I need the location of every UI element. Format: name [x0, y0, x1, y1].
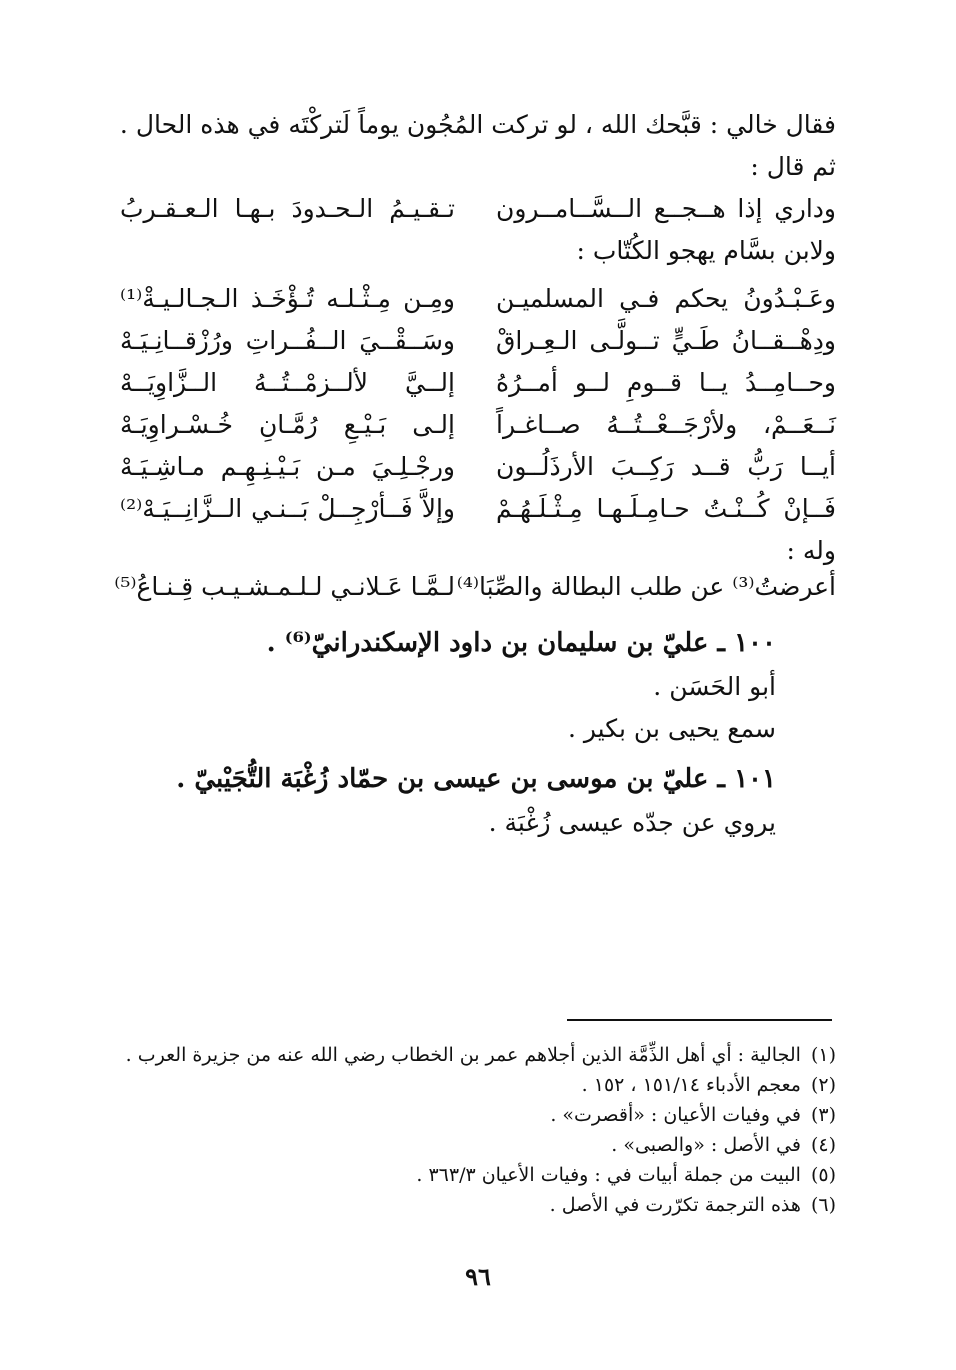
footnote-text: البيت من جملة أبيات في : وفيات الأعيان ٣٦٣/٣ . [416, 1164, 801, 1186]
verse-hemistich-left: ومِـن مِـثْـلـه تُـؤْخَـذ الـجـالـيـةْ⁽¹⁾ [120, 284, 455, 313]
verse-hemistich-right: فَــإنْ كُــنْـتُ حـامِـلَـهـا مِـثْـلَـهُـمْ [496, 494, 836, 523]
prose-line: ولابن بسَّام يهجو الكُتّاب : [576, 236, 836, 265]
verse-hemistich-left: تـقـيـمُ الـحـدودَ بـهـا الـعـقـربُ [120, 194, 455, 223]
verse-hemistich-left: ورجْـلِـيَ مـن بَـيْـنِـهِـم مـاشِـيَـهْ [120, 452, 455, 481]
footnote-number: (٣) [810, 1104, 836, 1126]
footnote [126, 1042, 836, 1068]
prose-line: فقال خالي : قبَّحك الله ، لو تركت المُجُون يوماً لَتركْتَه في هذه الحال . [119, 110, 836, 139]
page-number: ٩٦ [465, 1262, 491, 1291]
verse-hemistich-left: إلــيَّ لألــزمْــتُــهُ الــزَّاوِيَــهْ [120, 368, 455, 397]
verse-hemistich-left: لـمَّـا عَـلانـي لـلـمـشـيـب قِـنـاعُ⁽⁵⁾ [114, 572, 455, 601]
verse-hemistich-right: نَــعَــمْ، ولأرْجَــعْــتُــهُ صــاغـراً [496, 410, 836, 439]
entry-heading: ١٠١ ـ عليّ بن موسى بن عيسى بن حمّاد زُغْبَة التُّجَيْبيّ . [176, 764, 776, 794]
footnote-separator [567, 1019, 832, 1021]
footnote-text: هذه الترجمة تكرّرت في الأصل . [549, 1194, 801, 1216]
verse-hemistich-right: وحــامِــدُ يــا قــومِ لــو أمــرُهُ [496, 368, 836, 397]
footnote-number: (٢) [810, 1074, 836, 1096]
entry-line: أبو الحَسَن . [653, 672, 776, 701]
footnote-number: (١) [810, 1044, 836, 1066]
footnote-text: في وفيات الأعيان : «أقصرت» . [550, 1104, 801, 1126]
footnote [416, 1162, 836, 1188]
verse-hemistich-right: وداري إذا هــجــع الــسَّــامــرون [496, 194, 836, 223]
entry-line: يروي عن جدّه عيسى زُغْبَة . [488, 808, 776, 837]
footnote-number: (٤) [810, 1134, 836, 1156]
verse-hemistich-right: أعرضتُ⁽³⁾ عن طلب البطالة والصِّبَا⁽⁴⁾ [456, 572, 836, 601]
footnote-text: في الأصل : «والصبى» . [611, 1134, 801, 1156]
footnote-number: (٥) [810, 1164, 836, 1186]
verse-hemistich-left: وسَــقْــيَ الــفُــراتِ ورُزْقــانِـيَـهْ [120, 326, 455, 355]
footnote [550, 1102, 836, 1128]
footnote-text: معجم الأدباء ١٥١/١٤ ، ١٥٢ . [581, 1074, 801, 1096]
footnote-number: (٦) [810, 1194, 836, 1216]
verse-hemistich-right: ودِهْــقــانُ طَـيٍّ تــولَّـى الـعِـراقْ [496, 326, 836, 355]
footnote [582, 1072, 836, 1098]
verse-hemistich-right: أيــا رَبُّ قــد رَكِــبَ الأرذَلُــون [496, 452, 836, 481]
entry-line: سمع يحيى بن بكير . [567, 714, 776, 743]
footnote-text: الجالية : أي أهل الذِّمَّة الذين أجلاهم عمر بن الخطاب رضي الله عنه من جزيرة العرب . [125, 1044, 801, 1066]
verse-hemistich-left: وإلاَّ فَــأرْجِــلْ بَــنـي الــزَّانِــيَـهْ⁽²⁾ [120, 494, 455, 523]
entry-heading: ١٠٠ ـ عليّ بن سليمان بن داود الإسكندرانيّ⁽⁶⁾ . [266, 628, 776, 658]
footnote [550, 1192, 836, 1218]
prose-line: وله : [786, 536, 836, 565]
footnote [611, 1132, 836, 1158]
verse-hemistich-right: وعَـبْـدُونُ يحكم فـي المسلميـن [496, 284, 836, 313]
verse-hemistich-left: إلـى بَـيْـعِ رُمَّـانِ خُـسْـراوِيَـهْ [120, 410, 455, 439]
prose-line: ثم قال : [750, 152, 836, 181]
